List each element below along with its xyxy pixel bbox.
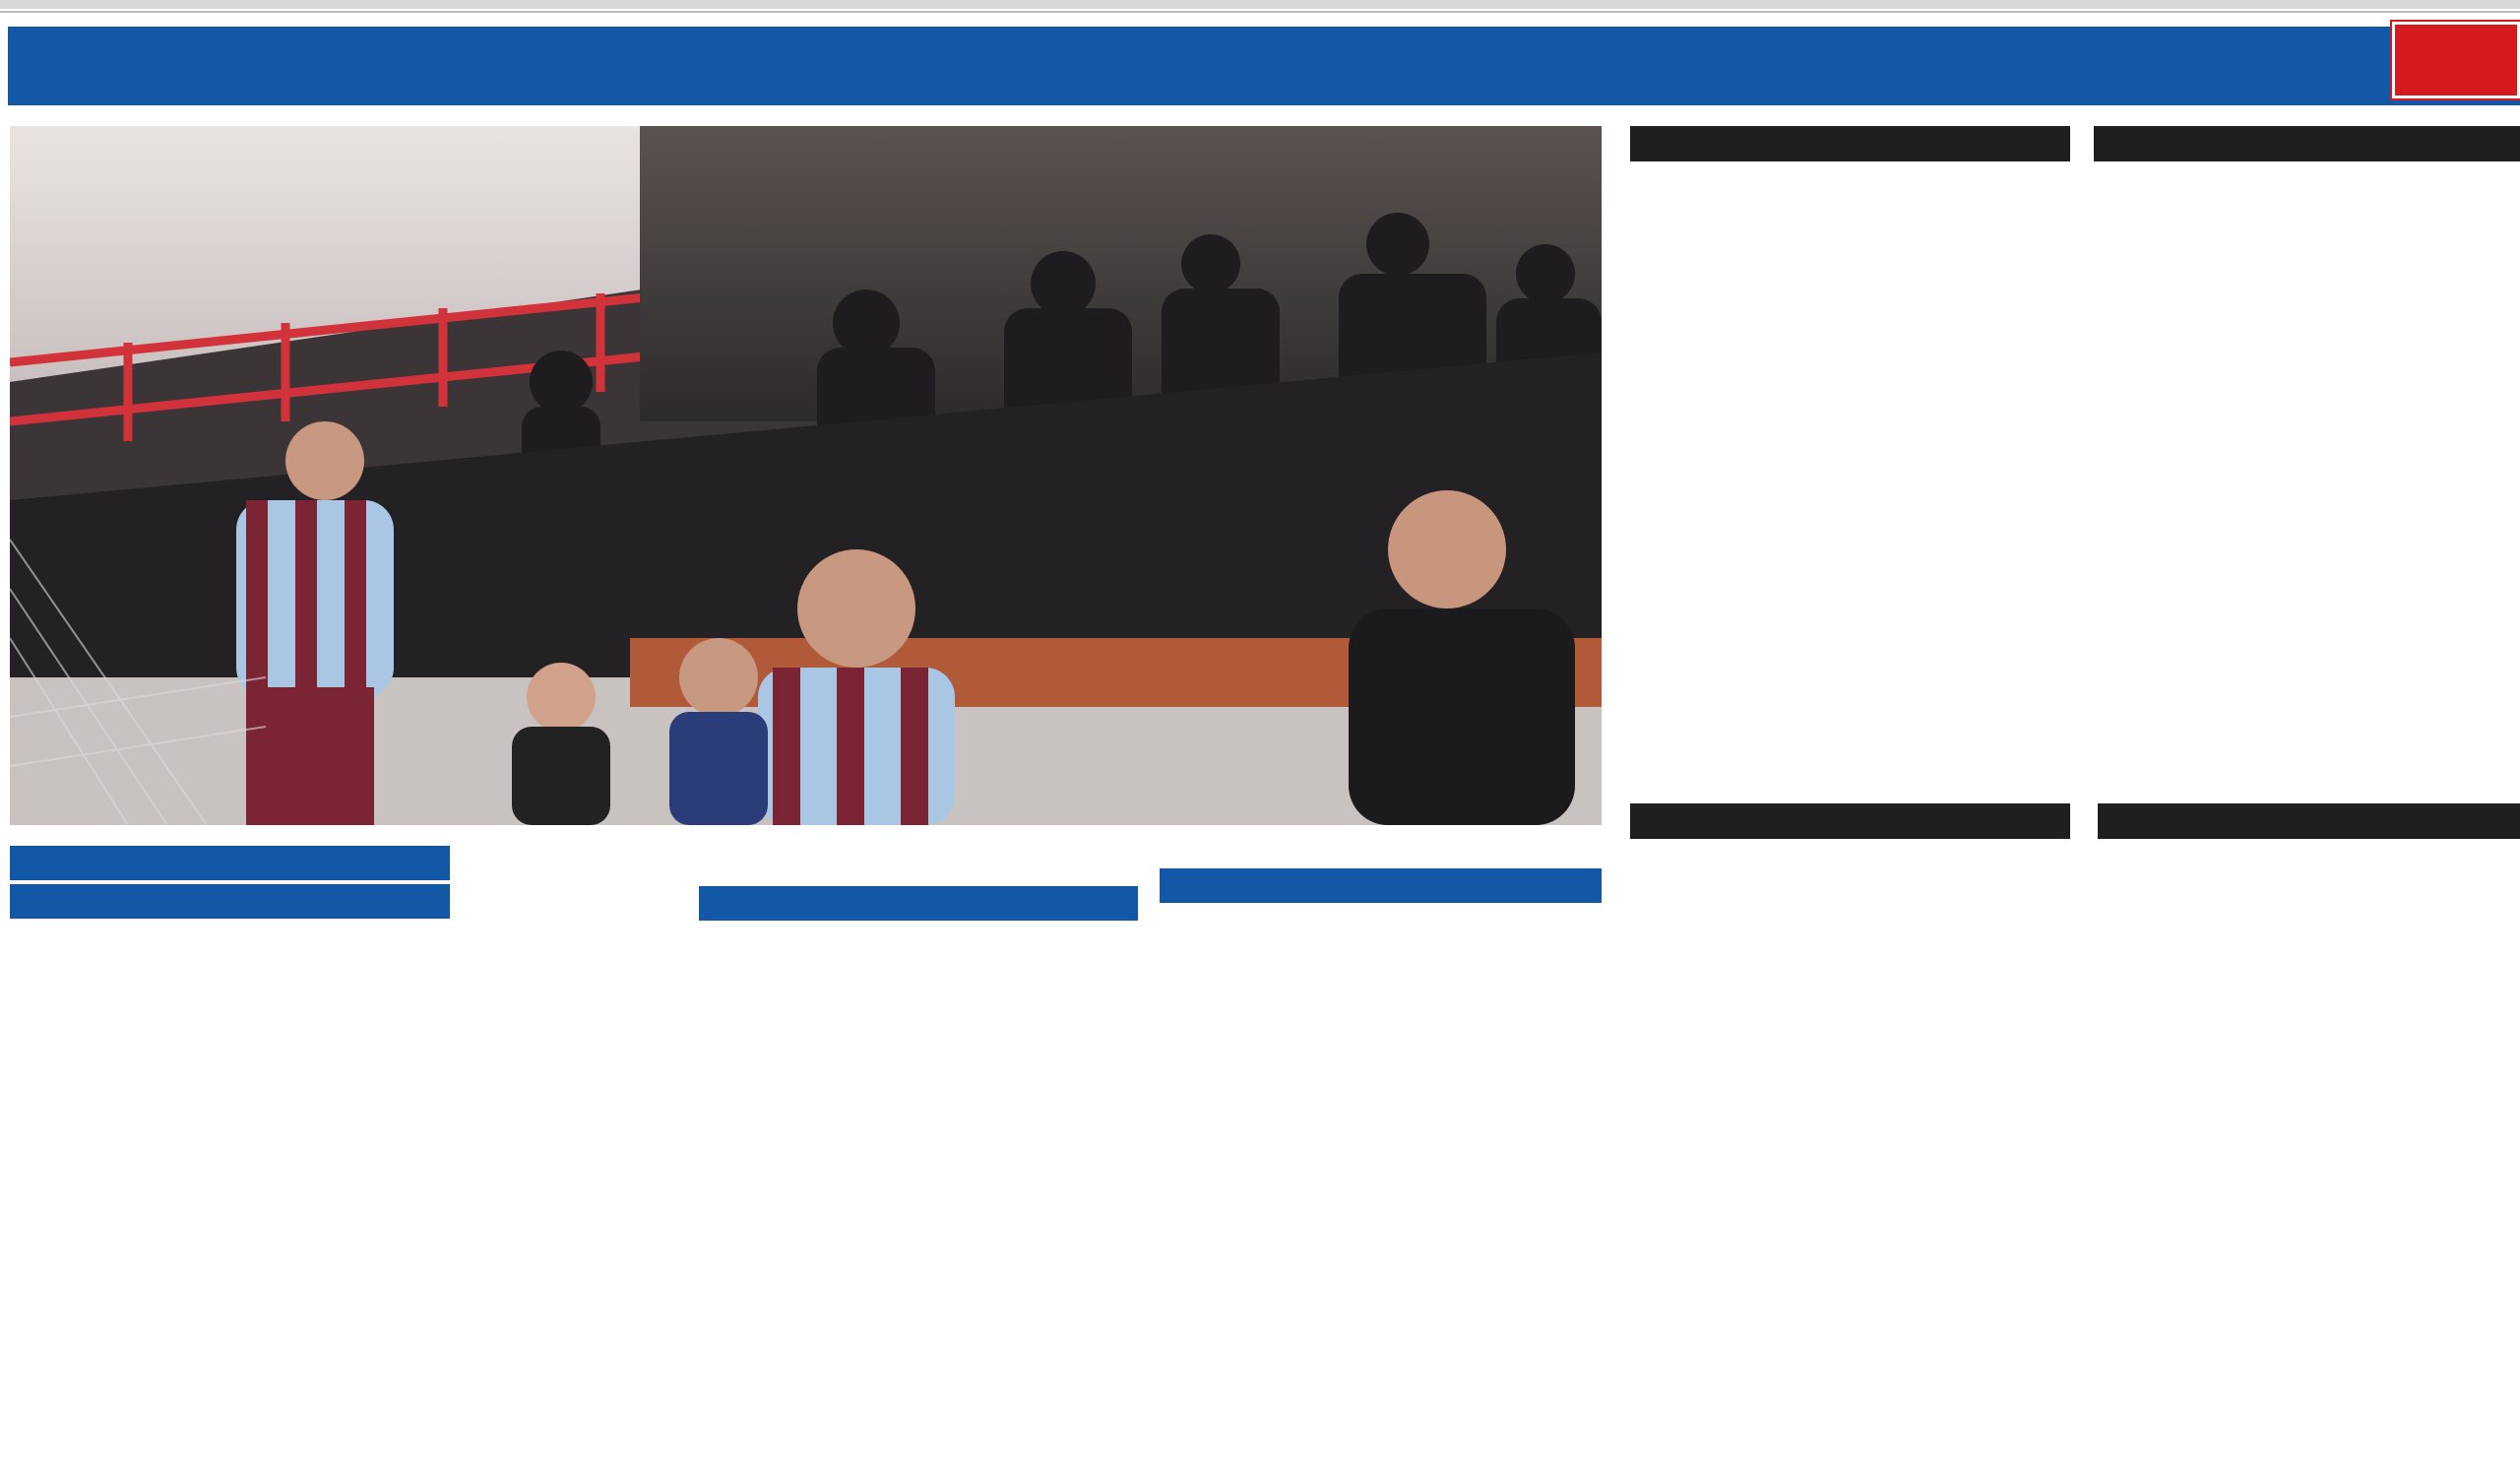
table-north-division <box>2094 126 2520 188</box>
top-rule-thin <box>0 11 2520 13</box>
photo-illustration <box>10 126 1602 825</box>
results-heading-premier <box>10 846 450 880</box>
table-south-east-division <box>2098 803 2520 865</box>
results-heading-south-central <box>699 886 1138 921</box>
table-title <box>2094 126 2520 161</box>
table-south-central-division <box>1630 803 2070 865</box>
page-header <box>8 27 2520 105</box>
top-rule <box>0 0 2520 9</box>
results-column-3 <box>1160 855 1602 907</box>
results-heading-south-east <box>1160 868 1602 903</box>
table-header <box>2098 839 2520 865</box>
played-friday-label <box>699 855 1138 884</box>
pitching-in-logo <box>2392 22 2520 98</box>
table-header <box>1630 161 2070 188</box>
table-premier-division <box>1630 126 2070 188</box>
table-header <box>1630 839 2070 865</box>
results-column-2 <box>699 855 1138 925</box>
table-title <box>1630 803 2070 839</box>
match-photo <box>10 126 1602 825</box>
table-header <box>2094 161 2520 188</box>
results-heading-north <box>10 884 450 919</box>
table-title <box>2098 803 2520 839</box>
results-column-1 <box>10 844 450 923</box>
table-title <box>1630 126 2070 161</box>
